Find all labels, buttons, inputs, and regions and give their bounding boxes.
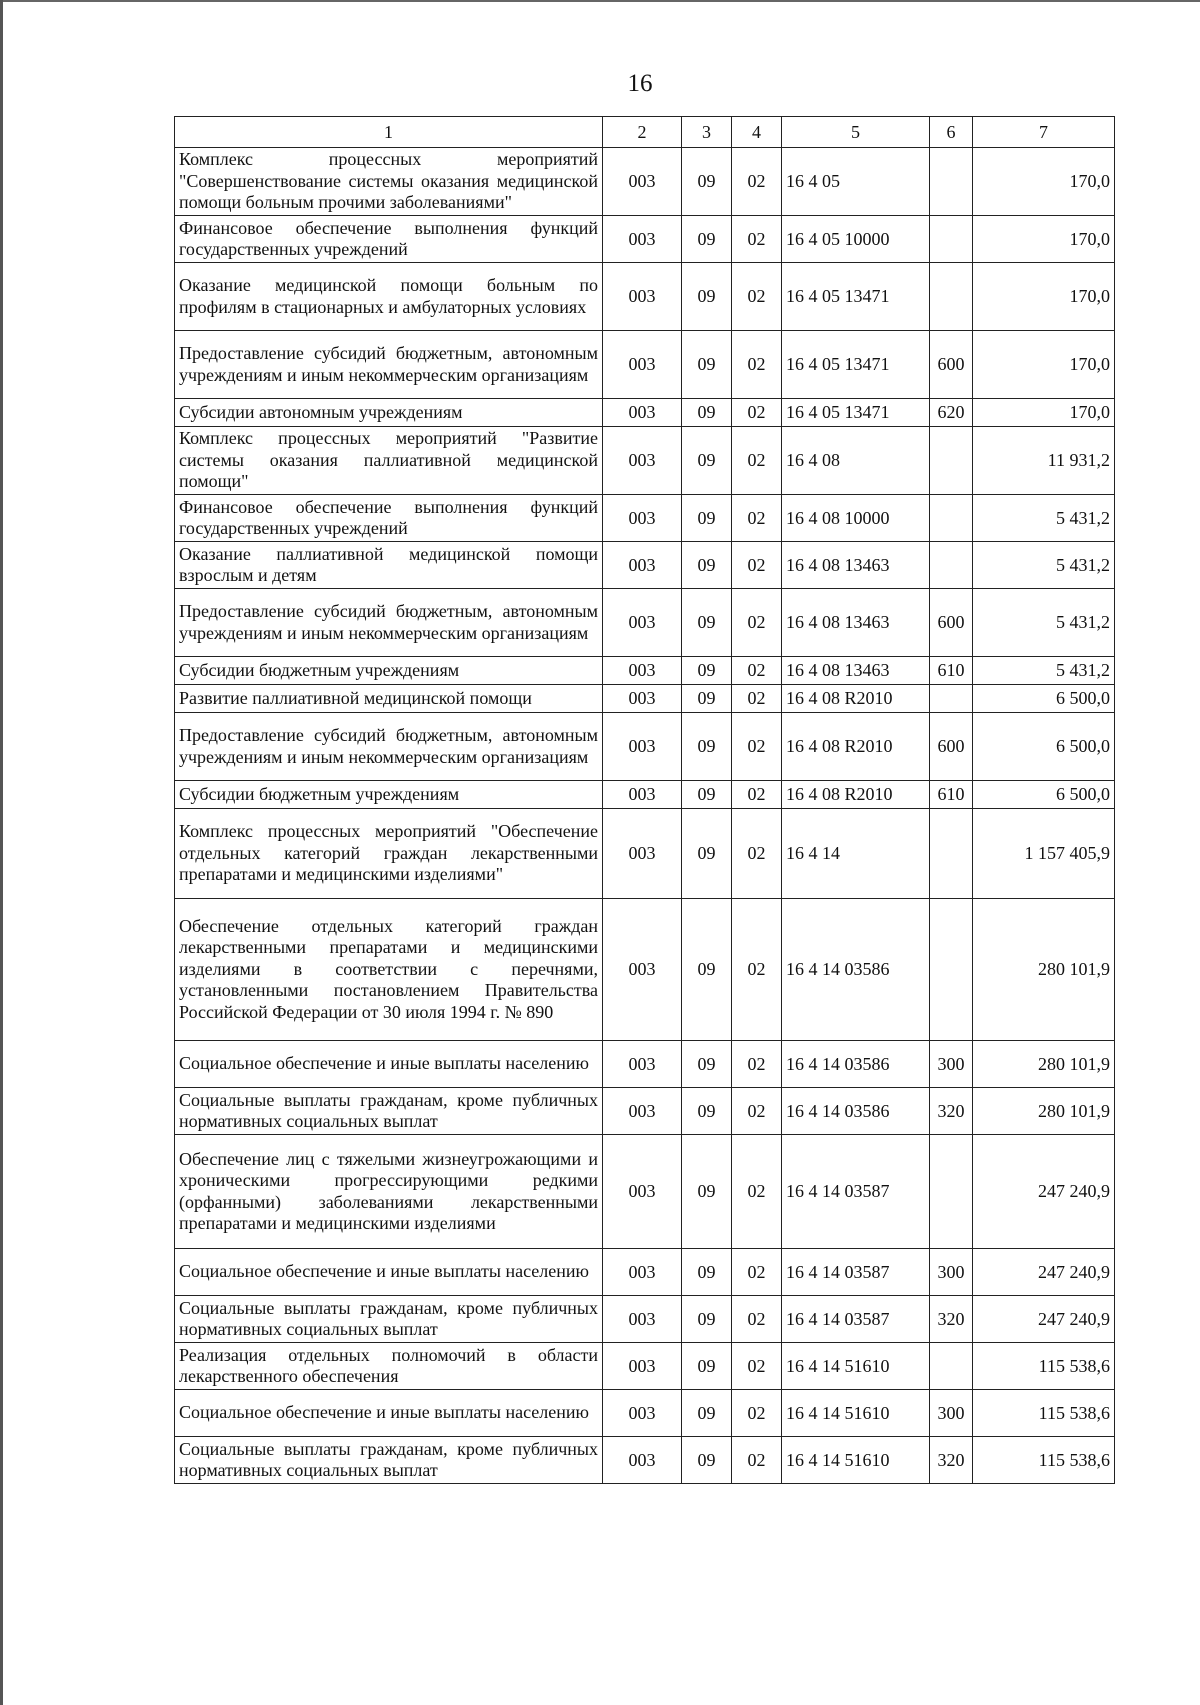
row-amount: 280 101,9 bbox=[973, 899, 1115, 1041]
row-code-section: 09 bbox=[682, 685, 732, 713]
row-code-expense-type bbox=[930, 427, 973, 495]
row-code-subsection: 02 bbox=[732, 1296, 782, 1343]
row-code-ministry: 003 bbox=[603, 809, 682, 899]
page-number: 16 bbox=[627, 70, 653, 97]
row-code-expense-type: 320 bbox=[930, 1437, 973, 1484]
row-code-section: 09 bbox=[682, 263, 732, 331]
row-code-subsection: 02 bbox=[732, 899, 782, 1041]
row-amount: 115 538,6 bbox=[973, 1343, 1115, 1390]
row-description: Предоставление субсидий бюджетным, автономным учреждениям и иным некоммерческим организациям bbox=[175, 589, 603, 657]
table-row bbox=[175, 809, 1115, 899]
row-code-section: 09 bbox=[682, 1296, 732, 1343]
row-code-ministry: 003 bbox=[603, 399, 682, 427]
header-col-7: 7 bbox=[973, 117, 1115, 148]
row-code-target-article: 16 4 14 03586 bbox=[782, 1041, 930, 1088]
row-description: Социальные выплаты гражданам, кроме публичных нормативных социальных выплат bbox=[175, 1296, 603, 1343]
row-code-target-article: 16 4 08 13463 bbox=[782, 589, 930, 657]
row-code-section: 09 bbox=[682, 781, 732, 809]
row-code-target-article: 16 4 08 bbox=[782, 427, 930, 495]
row-code-target-article: 16 4 08 13463 bbox=[782, 657, 930, 685]
row-code-subsection: 02 bbox=[732, 685, 782, 713]
row-code-subsection: 02 bbox=[732, 1437, 782, 1484]
row-code-target-article: 16 4 14 03586 bbox=[782, 1088, 930, 1135]
header-col-2: 2 bbox=[603, 117, 682, 148]
row-code-ministry: 003 bbox=[603, 657, 682, 685]
table-row bbox=[175, 1437, 1115, 1484]
row-description: Социальное обеспечение и иные выплаты населению bbox=[175, 1041, 603, 1088]
row-code-target-article: 16 4 14 bbox=[782, 809, 930, 899]
table-body bbox=[175, 117, 1115, 1484]
row-code-target-article: 16 4 14 03587 bbox=[782, 1249, 930, 1296]
row-code-subsection: 02 bbox=[732, 399, 782, 427]
row-amount: 170,0 bbox=[973, 148, 1115, 216]
row-amount: 170,0 bbox=[973, 263, 1115, 331]
row-code-target-article: 16 4 08 13463 bbox=[782, 542, 930, 589]
row-amount: 247 240,9 bbox=[973, 1249, 1115, 1296]
table-row bbox=[175, 399, 1115, 427]
row-code-target-article: 16 4 05 13471 bbox=[782, 331, 930, 399]
scan-edge-left bbox=[0, 0, 3, 1705]
table-row bbox=[175, 1343, 1115, 1390]
row-amount: 11 931,2 bbox=[973, 427, 1115, 495]
row-code-expense-type bbox=[930, 263, 973, 331]
row-code-ministry: 003 bbox=[603, 713, 682, 781]
row-description: Предоставление субсидий бюджетным, автономным учреждениям и иным некоммерческим организациям bbox=[175, 713, 603, 781]
row-code-section: 09 bbox=[682, 1437, 732, 1484]
row-code-subsection: 02 bbox=[732, 148, 782, 216]
row-description: Финансовое обеспечение выполнения функций государственных учреждений bbox=[175, 216, 603, 263]
row-code-subsection: 02 bbox=[732, 263, 782, 331]
row-code-section: 09 bbox=[682, 1041, 732, 1088]
scan-edge-top bbox=[0, 0, 1200, 2]
row-code-target-article: 16 4 14 03586 bbox=[782, 899, 930, 1041]
row-code-subsection: 02 bbox=[732, 1249, 782, 1296]
row-code-section: 09 bbox=[682, 657, 732, 685]
row-code-subsection: 02 bbox=[732, 809, 782, 899]
row-amount: 6 500,0 bbox=[973, 713, 1115, 781]
row-description: Оказание паллиативной медицинской помощи взрослым и детям bbox=[175, 542, 603, 589]
row-code-subsection: 02 bbox=[732, 1390, 782, 1437]
row-code-ministry: 003 bbox=[603, 1437, 682, 1484]
row-code-expense-type bbox=[930, 809, 973, 899]
header-col-3: 3 bbox=[682, 117, 732, 148]
row-code-expense-type bbox=[930, 1343, 973, 1390]
row-code-expense-type bbox=[930, 216, 973, 263]
row-code-expense-type: 600 bbox=[930, 331, 973, 399]
row-code-target-article: 16 4 05 13471 bbox=[782, 399, 930, 427]
table-row bbox=[175, 1390, 1115, 1437]
row-code-subsection: 02 bbox=[732, 1041, 782, 1088]
row-amount: 1 157 405,9 bbox=[973, 809, 1115, 899]
row-code-subsection: 02 bbox=[732, 1343, 782, 1390]
row-code-section: 09 bbox=[682, 399, 732, 427]
row-code-section: 09 bbox=[682, 1390, 732, 1437]
row-description: Комплекс процессных мероприятий "Совершенствование системы оказания медицинской помощи больным прочими заболеваниями" bbox=[175, 148, 603, 216]
row-code-expense-type: 300 bbox=[930, 1041, 973, 1088]
row-code-expense-type bbox=[930, 542, 973, 589]
table-row bbox=[175, 427, 1115, 495]
table-row bbox=[175, 495, 1115, 542]
row-code-target-article: 16 4 05 bbox=[782, 148, 930, 216]
row-code-expense-type bbox=[930, 495, 973, 542]
row-code-subsection: 02 bbox=[732, 216, 782, 263]
row-code-section: 09 bbox=[682, 589, 732, 657]
row-code-expense-type: 320 bbox=[930, 1088, 973, 1135]
row-amount: 5 431,2 bbox=[973, 495, 1115, 542]
row-description: Оказание медицинской помощи больным по профилям в стационарных и амбулаторных условиях bbox=[175, 263, 603, 331]
row-code-expense-type: 610 bbox=[930, 657, 973, 685]
table-row bbox=[175, 542, 1115, 589]
row-code-subsection: 02 bbox=[732, 427, 782, 495]
row-code-ministry: 003 bbox=[603, 495, 682, 542]
table-row bbox=[175, 1135, 1115, 1249]
row-code-ministry: 003 bbox=[603, 216, 682, 263]
header-row bbox=[175, 117, 1115, 148]
table-row bbox=[175, 1249, 1115, 1296]
row-code-expense-type bbox=[930, 1135, 973, 1249]
row-description: Обеспечение отдельных категорий граждан лекарственными препаратами и медицинскими изделиями в соответствии с перечнями, установленными постановлением Правительства Российской Федерации от 30 июля 1994 г. № 890 bbox=[175, 899, 603, 1041]
row-code-section: 09 bbox=[682, 542, 732, 589]
budget-table bbox=[174, 116, 1115, 1484]
row-code-ministry: 003 bbox=[603, 263, 682, 331]
table-row bbox=[175, 263, 1115, 331]
row-code-expense-type: 300 bbox=[930, 1390, 973, 1437]
row-code-section: 09 bbox=[682, 427, 732, 495]
row-code-section: 09 bbox=[682, 899, 732, 1041]
table-row bbox=[175, 331, 1115, 399]
row-amount: 5 431,2 bbox=[973, 657, 1115, 685]
row-amount: 170,0 bbox=[973, 216, 1115, 263]
row-code-ministry: 003 bbox=[603, 899, 682, 1041]
table-row bbox=[175, 657, 1115, 685]
row-description: Субсидии бюджетным учреждениям bbox=[175, 657, 603, 685]
row-code-ministry: 003 bbox=[603, 148, 682, 216]
row-code-ministry: 003 bbox=[603, 781, 682, 809]
row-code-target-article: 16 4 14 03587 bbox=[782, 1296, 930, 1343]
table-row bbox=[175, 1088, 1115, 1135]
row-code-target-article: 16 4 14 51610 bbox=[782, 1343, 930, 1390]
row-code-target-article: 16 4 05 10000 bbox=[782, 216, 930, 263]
row-code-section: 09 bbox=[682, 809, 732, 899]
row-code-section: 09 bbox=[682, 1135, 732, 1249]
row-code-ministry: 003 bbox=[603, 1390, 682, 1437]
row-amount: 6 500,0 bbox=[973, 685, 1115, 713]
row-amount: 115 538,6 bbox=[973, 1390, 1115, 1437]
header-col-4: 4 bbox=[732, 117, 782, 148]
row-code-target-article: 16 4 05 13471 bbox=[782, 263, 930, 331]
row-code-target-article: 16 4 08 10000 bbox=[782, 495, 930, 542]
row-amount: 115 538,6 bbox=[973, 1437, 1115, 1484]
row-code-section: 09 bbox=[682, 1343, 732, 1390]
row-code-expense-type bbox=[930, 685, 973, 713]
row-amount: 280 101,9 bbox=[973, 1088, 1115, 1135]
row-amount: 247 240,9 bbox=[973, 1296, 1115, 1343]
row-code-target-article: 16 4 08 R2010 bbox=[782, 685, 930, 713]
row-code-ministry: 003 bbox=[603, 331, 682, 399]
table-row bbox=[175, 589, 1115, 657]
row-description: Реализация отдельных полномочий в области лекарственного обеспечения bbox=[175, 1343, 603, 1390]
row-code-section: 09 bbox=[682, 216, 732, 263]
row-code-subsection: 02 bbox=[732, 1135, 782, 1249]
row-description: Развитие паллиативной медицинской помощи bbox=[175, 685, 603, 713]
row-code-ministry: 003 bbox=[603, 1135, 682, 1249]
row-code-subsection: 02 bbox=[732, 1088, 782, 1135]
row-amount: 5 431,2 bbox=[973, 589, 1115, 657]
row-code-section: 09 bbox=[682, 1249, 732, 1296]
row-amount: 170,0 bbox=[973, 399, 1115, 427]
table-row bbox=[175, 899, 1115, 1041]
row-code-expense-type: 620 bbox=[930, 399, 973, 427]
row-code-subsection: 02 bbox=[732, 542, 782, 589]
row-description: Комплекс процессных мероприятий "Обеспечение отдельных категорий граждан лекарственными препаратами и медицинскими изделиями" bbox=[175, 809, 603, 899]
row-code-section: 09 bbox=[682, 713, 732, 781]
header-col-1: 1 bbox=[175, 117, 603, 148]
table-row bbox=[175, 148, 1115, 216]
row-code-subsection: 02 bbox=[732, 331, 782, 399]
row-code-target-article: 16 4 14 51610 bbox=[782, 1390, 930, 1437]
row-description: Субсидии автономным учреждениям bbox=[175, 399, 603, 427]
row-code-subsection: 02 bbox=[732, 495, 782, 542]
row-amount: 170,0 bbox=[973, 331, 1115, 399]
row-code-subsection: 02 bbox=[732, 713, 782, 781]
row-code-ministry: 003 bbox=[603, 1296, 682, 1343]
header-col-5: 5 bbox=[782, 117, 930, 148]
row-description: Обеспечение лиц с тяжелыми жизнеугрожающими и хроническими прогрессирующими редкими (орфанными) заболеваниями лекарственными препаратами и медицинскими изделиями bbox=[175, 1135, 603, 1249]
row-code-expense-type: 300 bbox=[930, 1249, 973, 1296]
row-amount: 280 101,9 bbox=[973, 1041, 1115, 1088]
row-code-section: 09 bbox=[682, 148, 732, 216]
row-code-expense-type: 610 bbox=[930, 781, 973, 809]
row-description: Финансовое обеспечение выполнения функций государственных учреждений bbox=[175, 495, 603, 542]
row-code-ministry: 003 bbox=[603, 1249, 682, 1296]
row-description: Предоставление субсидий бюджетным, автономным учреждениям и иным некоммерческим организациям bbox=[175, 331, 603, 399]
row-amount: 247 240,9 bbox=[973, 1135, 1115, 1249]
row-code-ministry: 003 bbox=[603, 685, 682, 713]
row-code-subsection: 02 bbox=[732, 657, 782, 685]
table-row bbox=[175, 1296, 1115, 1343]
row-code-section: 09 bbox=[682, 331, 732, 399]
row-description: Социальное обеспечение и иные выплаты населению bbox=[175, 1390, 603, 1437]
row-code-expense-type bbox=[930, 148, 973, 216]
row-code-ministry: 003 bbox=[603, 589, 682, 657]
row-code-ministry: 003 bbox=[603, 1343, 682, 1390]
header-col-6: 6 bbox=[930, 117, 973, 148]
row-code-subsection: 02 bbox=[732, 589, 782, 657]
row-code-expense-type: 600 bbox=[930, 589, 973, 657]
row-code-target-article: 16 4 14 03587 bbox=[782, 1135, 930, 1249]
row-code-section: 09 bbox=[682, 495, 732, 542]
row-code-expense-type: 600 bbox=[930, 713, 973, 781]
table-row bbox=[175, 216, 1115, 263]
row-description: Социальные выплаты гражданам, кроме публичных нормативных социальных выплат bbox=[175, 1088, 603, 1135]
row-code-expense-type bbox=[930, 899, 973, 1041]
table-row bbox=[175, 713, 1115, 781]
row-code-ministry: 003 bbox=[603, 542, 682, 589]
row-description: Социальные выплаты гражданам, кроме публичных нормативных социальных выплат bbox=[175, 1437, 603, 1484]
row-amount: 5 431,2 bbox=[973, 542, 1115, 589]
table-row bbox=[175, 781, 1115, 809]
row-description: Социальное обеспечение и иные выплаты населению bbox=[175, 1249, 603, 1296]
table-row bbox=[175, 1041, 1115, 1088]
row-amount: 6 500,0 bbox=[973, 781, 1115, 809]
row-description: Комплекс процессных мероприятий "Развитие системы оказания паллиативной медицинской помощи" bbox=[175, 427, 603, 495]
row-code-ministry: 003 bbox=[603, 427, 682, 495]
row-code-expense-type: 320 bbox=[930, 1296, 973, 1343]
row-code-ministry: 003 bbox=[603, 1041, 682, 1088]
row-code-target-article: 16 4 14 51610 bbox=[782, 1437, 930, 1484]
row-code-ministry: 003 bbox=[603, 1088, 682, 1135]
row-description: Субсидии бюджетным учреждениям bbox=[175, 781, 603, 809]
row-code-section: 09 bbox=[682, 1088, 732, 1135]
row-code-target-article: 16 4 08 R2010 bbox=[782, 713, 930, 781]
row-code-subsection: 02 bbox=[732, 781, 782, 809]
row-code-target-article: 16 4 08 R2010 bbox=[782, 781, 930, 809]
table-row bbox=[175, 685, 1115, 713]
